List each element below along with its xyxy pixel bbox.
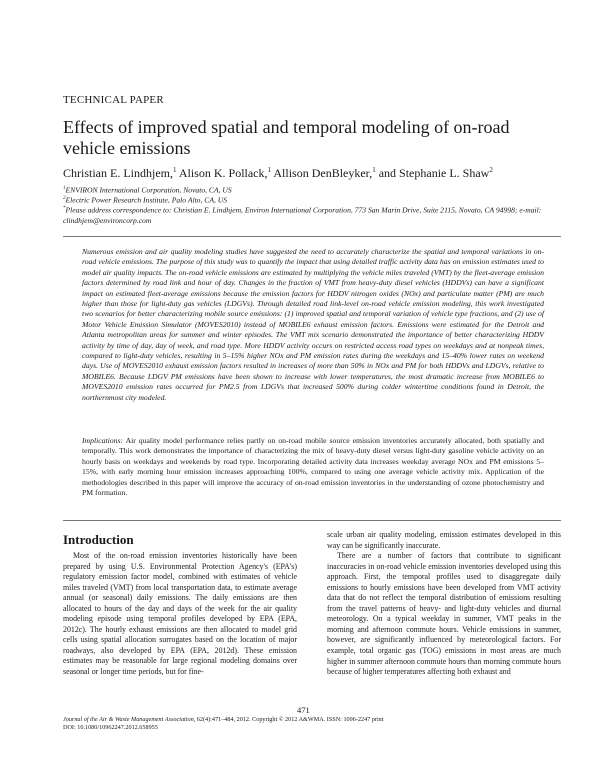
top-divider <box>63 236 561 237</box>
bottom-divider <box>63 520 561 521</box>
correspondence-note <box>63 204 563 226</box>
paragraph: There are a number of factors that contribute to significant inaccuracies in on-road vehicle emission inventories developed using this approach. First, the temporal profiles used to disaggregate daily emissions to hourly emissions have been developed from VMT activity data that do not reflect the temporal distribution of emissions resulting from the travel patterns of heavy- and light-duty vehicles and diurnal meteorology. On a typical weekday in summer, VMT peaks in the morning and afternoon commute hours. Vehicle emissions in summer, however, are significantly influenced by meteorological factors. For example, total organic gas (TOG) emissions in most areas are much higher in summer afternoon commute hours than morning commute hours because of higher temperatures affecting both exhaust and <box>327 551 561 677</box>
section-heading-introduction: Introduction <box>63 532 134 547</box>
implications <box>82 436 544 498</box>
abstract: Numerous emission and air quality modeling studies have suggested the need to accurately characterize the spatial and temporal variations in on-road vehicle emissions. The purpose of this study was to quantify the impact that using detailed traffic activity data has on emission estimates used to model air quality impacts. The on-road vehicle emissions are estimated by multiplying the vehicle miles traveled (VMT) by the fleet-average emission factors determined by road link and hour of day. Changes in the fraction of VMT from heavy-duty diesel vehicles (HDDVs) can have a significant impact on estimated fleet-average emissions because the emission factors for HDDV nitrogen oxides (NOx) and particulate matter (PM) are much higher than those for light-duty gas vehicles (LDGVs). Through detailed road link-level on-road vehicle emission modeling, this work investigated two scenarios for better characterizing mobile source emissions: (1) improved spatial and temporal variation of vehicle type fractions, and (2) use of Motor Vehicle Emission Simulator (MOVES2010) instead of MOBILE6 exhaust emission factors. Emissions were estimated for the Detroit and Atlanta metropolitan areas for summer and winter episodes. The VMT mix scenario demonstrated the importance of better characterizing HDDV activity by time of day, day of week, and road type. More HDDV activity occurs on restricted access road types on weekdays and at nonpeak times, compared to light-duty vehicles, resulting in 5–15% higher NOx and PM emission rates during the weekdays and 15–40% lower rates on weekend days. Use of MOVES2010 exhaust emission factors resulted in increases of more than 50% in NOx and PM for both HDDVs and LDGVs, relative to MOBILE6. Because LDGV PM emissions have been shown to increase with lower temperatures, the most dramatic increase from MOBILE6 to MOVES2010 emission rates occurred for PM2.5 from LDGVs that increased 500% during colder wintertime conditions found in Detroit, the northernmost city modeled. <box>82 247 544 402</box>
paragraph: scale urban air quality modeling, emission estimates developed in this way can be significantly inaccurate. <box>327 530 561 550</box>
journal-name: Journal of the Air & Waste Management Association, <box>63 716 196 723</box>
affiliation-mark: 1 <box>63 186 66 191</box>
page-number: 471 <box>297 705 310 715</box>
author: Alison K. Pollack, <box>178 166 268 180</box>
right-column <box>327 530 561 678</box>
affiliation-text: Electric Power Research Institute, Palo Alto, CA, US <box>65 195 228 205</box>
author-affiliation-mark: 2 <box>489 166 493 174</box>
affiliation-mark: * <box>63 206 66 211</box>
affiliation-text: Please address correspondence to: Christian E. Lindhjem, Environ International Corporation, 773 San Marin Drive, Suite 2115, Novato, CA 94998; e-mail: clindhjem@environcorp.com <box>63 205 542 225</box>
author: Christian E. Lindhjem, <box>63 166 173 180</box>
author: and Stephanie L. Shaw <box>378 166 490 180</box>
author: Allison DenBleyker, <box>273 166 373 180</box>
implications-label: Implications: <box>82 436 123 445</box>
author-affiliation-mark: 1 <box>372 166 376 174</box>
author-list <box>63 166 563 181</box>
journal-citation: 62(4):471–484, 2012. Copyright © 2012 A&WMA. ISSN: 1096-2247 print <box>195 716 384 723</box>
author-affiliation-mark: 1 <box>173 166 177 174</box>
implications-text: Air quality model performance relies partly on on-road mobile source emission inventories accurately allocated, both spatially and temporally. This work demonstrates the importance of characterizing the mix of heavy-duty diesel versus light-duty gasoline vehicle activity on an hourly basis on weekdays and weekends by road type. Incorporating detailed activity data increases weekday average NOx and PM emissions 5–15%, with early morning hour emission increases approaching 100%, compared to using one average vehicle activity mix. Application of the methodologies described in this paper will improve the accuracy of on-road emission inventories in the understanding of ozone photochemistry and PM formation. <box>82 436 545 498</box>
paper-title: Effects of improved spatial and temporal modeling of on-road vehicle emissions <box>63 117 510 158</box>
affiliation-mark: 2 <box>63 196 66 201</box>
author-affiliation-mark: 1 <box>267 166 272 174</box>
doi: DOI: 10.1080/10962247.2012.658955 <box>63 724 158 731</box>
footer <box>63 716 561 732</box>
paragraph: Most of the on-road emission inventories historically have been prepared by using U.S. Environmental Protection Agency's (EPA's) regulatory emission factor model, combined with estimates of vehicle miles traveled (VMT) from local transportation data, to estimate average annual (or seasonal) daily emissions. The daily emissions are then allocated to hours of the day and days of the week for the air quality modeling episode using temporal profiles developed by EPA (EPA, 2012c). The hourly exhaust emissions are then allocated to model grid cells using spatial allocation surrogates based on the location of major roadways, also developed by EPA (EPA, 2012d). These emission estimates may be reasonable for large regional modeling domains over seasonal or longer time periods, but for fine- <box>63 551 297 677</box>
affiliation-text: ENVIRON International Corporation, Novato, CA, US <box>65 185 232 195</box>
left-column <box>63 551 297 678</box>
article-type-label: TECHNICAL PAPER <box>63 94 164 106</box>
